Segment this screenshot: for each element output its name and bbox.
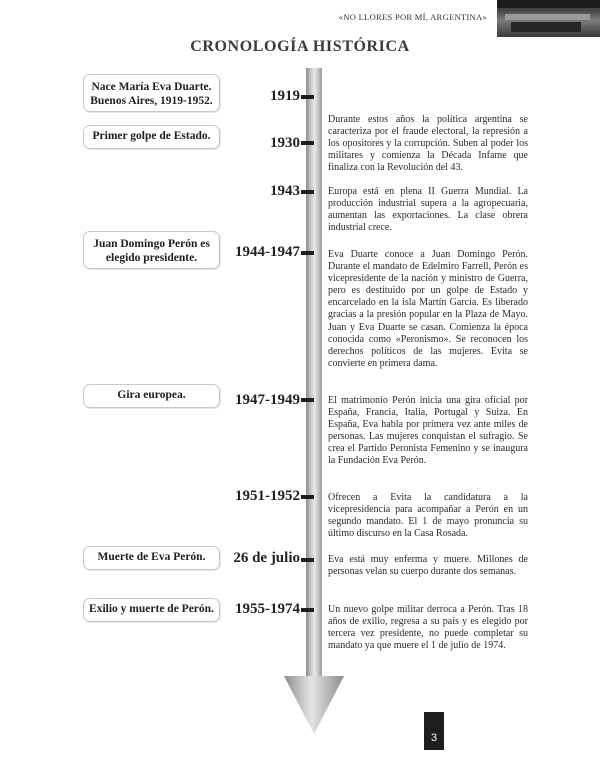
timeline-tick — [301, 95, 314, 99]
description-1947-1949: El matrimonio Perón inicia una gira oficial por España, Francia, Italia, Portugal y Suiza. En España, Eva habla por primera vez ante miles de personas. Las mujeres conquistan el sufragio. Se crea el Partido Peronista Femenino y se inaugura la Fundación Eva Perón. — [328, 395, 528, 467]
event-box-1955-1974: Exilio y muerte de Perón. — [83, 598, 220, 622]
year-label-1951-1952: 1951-1952 — [235, 488, 300, 504]
event-box-muerte-eva: Muerte de Eva Perón. — [83, 546, 220, 570]
year-label-1919: 1919 — [270, 88, 300, 104]
timeline-tick — [301, 190, 314, 194]
timeline-arrow-icon — [284, 676, 344, 736]
timeline-tick — [301, 608, 314, 612]
timeline-tick — [301, 141, 314, 145]
timeline-tick — [301, 495, 314, 499]
event-box-1947-1949: Gira europea. — [83, 384, 220, 408]
description-1955-1974: Un nuevo golpe militar derroca a Perón. Tras 18 años de exilio, regresa a su país y es elegido por tercera vez presidente, no puede completar su mandato ya que muere el 1 de julio de 1974. — [328, 604, 528, 652]
event-box-1919: Nace María Eva Duarte. Buenos Aires, 1919-1952. — [83, 74, 220, 112]
timeline-tick — [301, 251, 314, 255]
running-header: «NO LLORES POR MÍ, ARGENTINA» — [338, 12, 487, 22]
description-1930: Durante estos años la política argentina se caracteriza por el fraude electoral, la represión a los opositores y la corrupción. Suben al poder los militares y comienza la Década Infame que finaliza con la Revolución del 43. — [328, 114, 528, 174]
timeline-tick — [301, 398, 314, 402]
year-label-1930: 1930 — [270, 135, 300, 151]
year-label-1944-1947: 1944-1947 — [235, 244, 300, 260]
page-number: 3 — [424, 712, 444, 750]
year-label-1947-1949: 1947-1949 — [235, 392, 300, 408]
year-label-26-de-julio: 26 de julio — [233, 550, 300, 566]
timeline-spine — [306, 68, 322, 688]
description-26-de-julio: Eva está muy enferma y muere. Millones de personas velan su cuerpo durante dos semanas. — [328, 554, 528, 578]
description-1951-1952: Ofrecen a Evita la candidatura a la vicepresidencia para acompañar a Perón en un segundo mandato. El 1 de mayo pronuncia su último discurso en la Casa Rosada. — [328, 492, 528, 540]
header-photo-image — [497, 0, 600, 37]
event-box-1930: Primer golpe de Estado. — [83, 125, 220, 149]
timeline-tick — [301, 558, 314, 562]
year-label-1943: 1943 — [270, 183, 300, 199]
description-1943: Europa está en plena II Guerra Mundial. La producción industrial supera a la agropecuaria, aumentan las exportaciones. La clase obrera industrial crece. — [328, 186, 528, 234]
page-title: CRONOLOGÍA HISTÓRICA — [190, 38, 410, 55]
year-label-1955-1974: 1955-1974 — [235, 601, 300, 617]
event-box-1944-1947: Juan Domingo Perón es elegido presidente. — [83, 231, 220, 269]
description-1944-1947: Eva Duarte conoce a Juan Domingo Perón. Durante el mandato de Edelmiro Farrell, Perón es vicepresidente de la nación y ministro de Guerra, pero es destituido por un golpe de Estado y encarcelado en la isla Martín García. Es liberado gracias a la presión popular en la Plaza de Mayo. Juan y Eva Duarte se casan. Comienza la época conocida como «Peronismo». Se reconocen los derechos políticos de las mujeres. Evita se convierte en primera dama. — [328, 249, 528, 369]
